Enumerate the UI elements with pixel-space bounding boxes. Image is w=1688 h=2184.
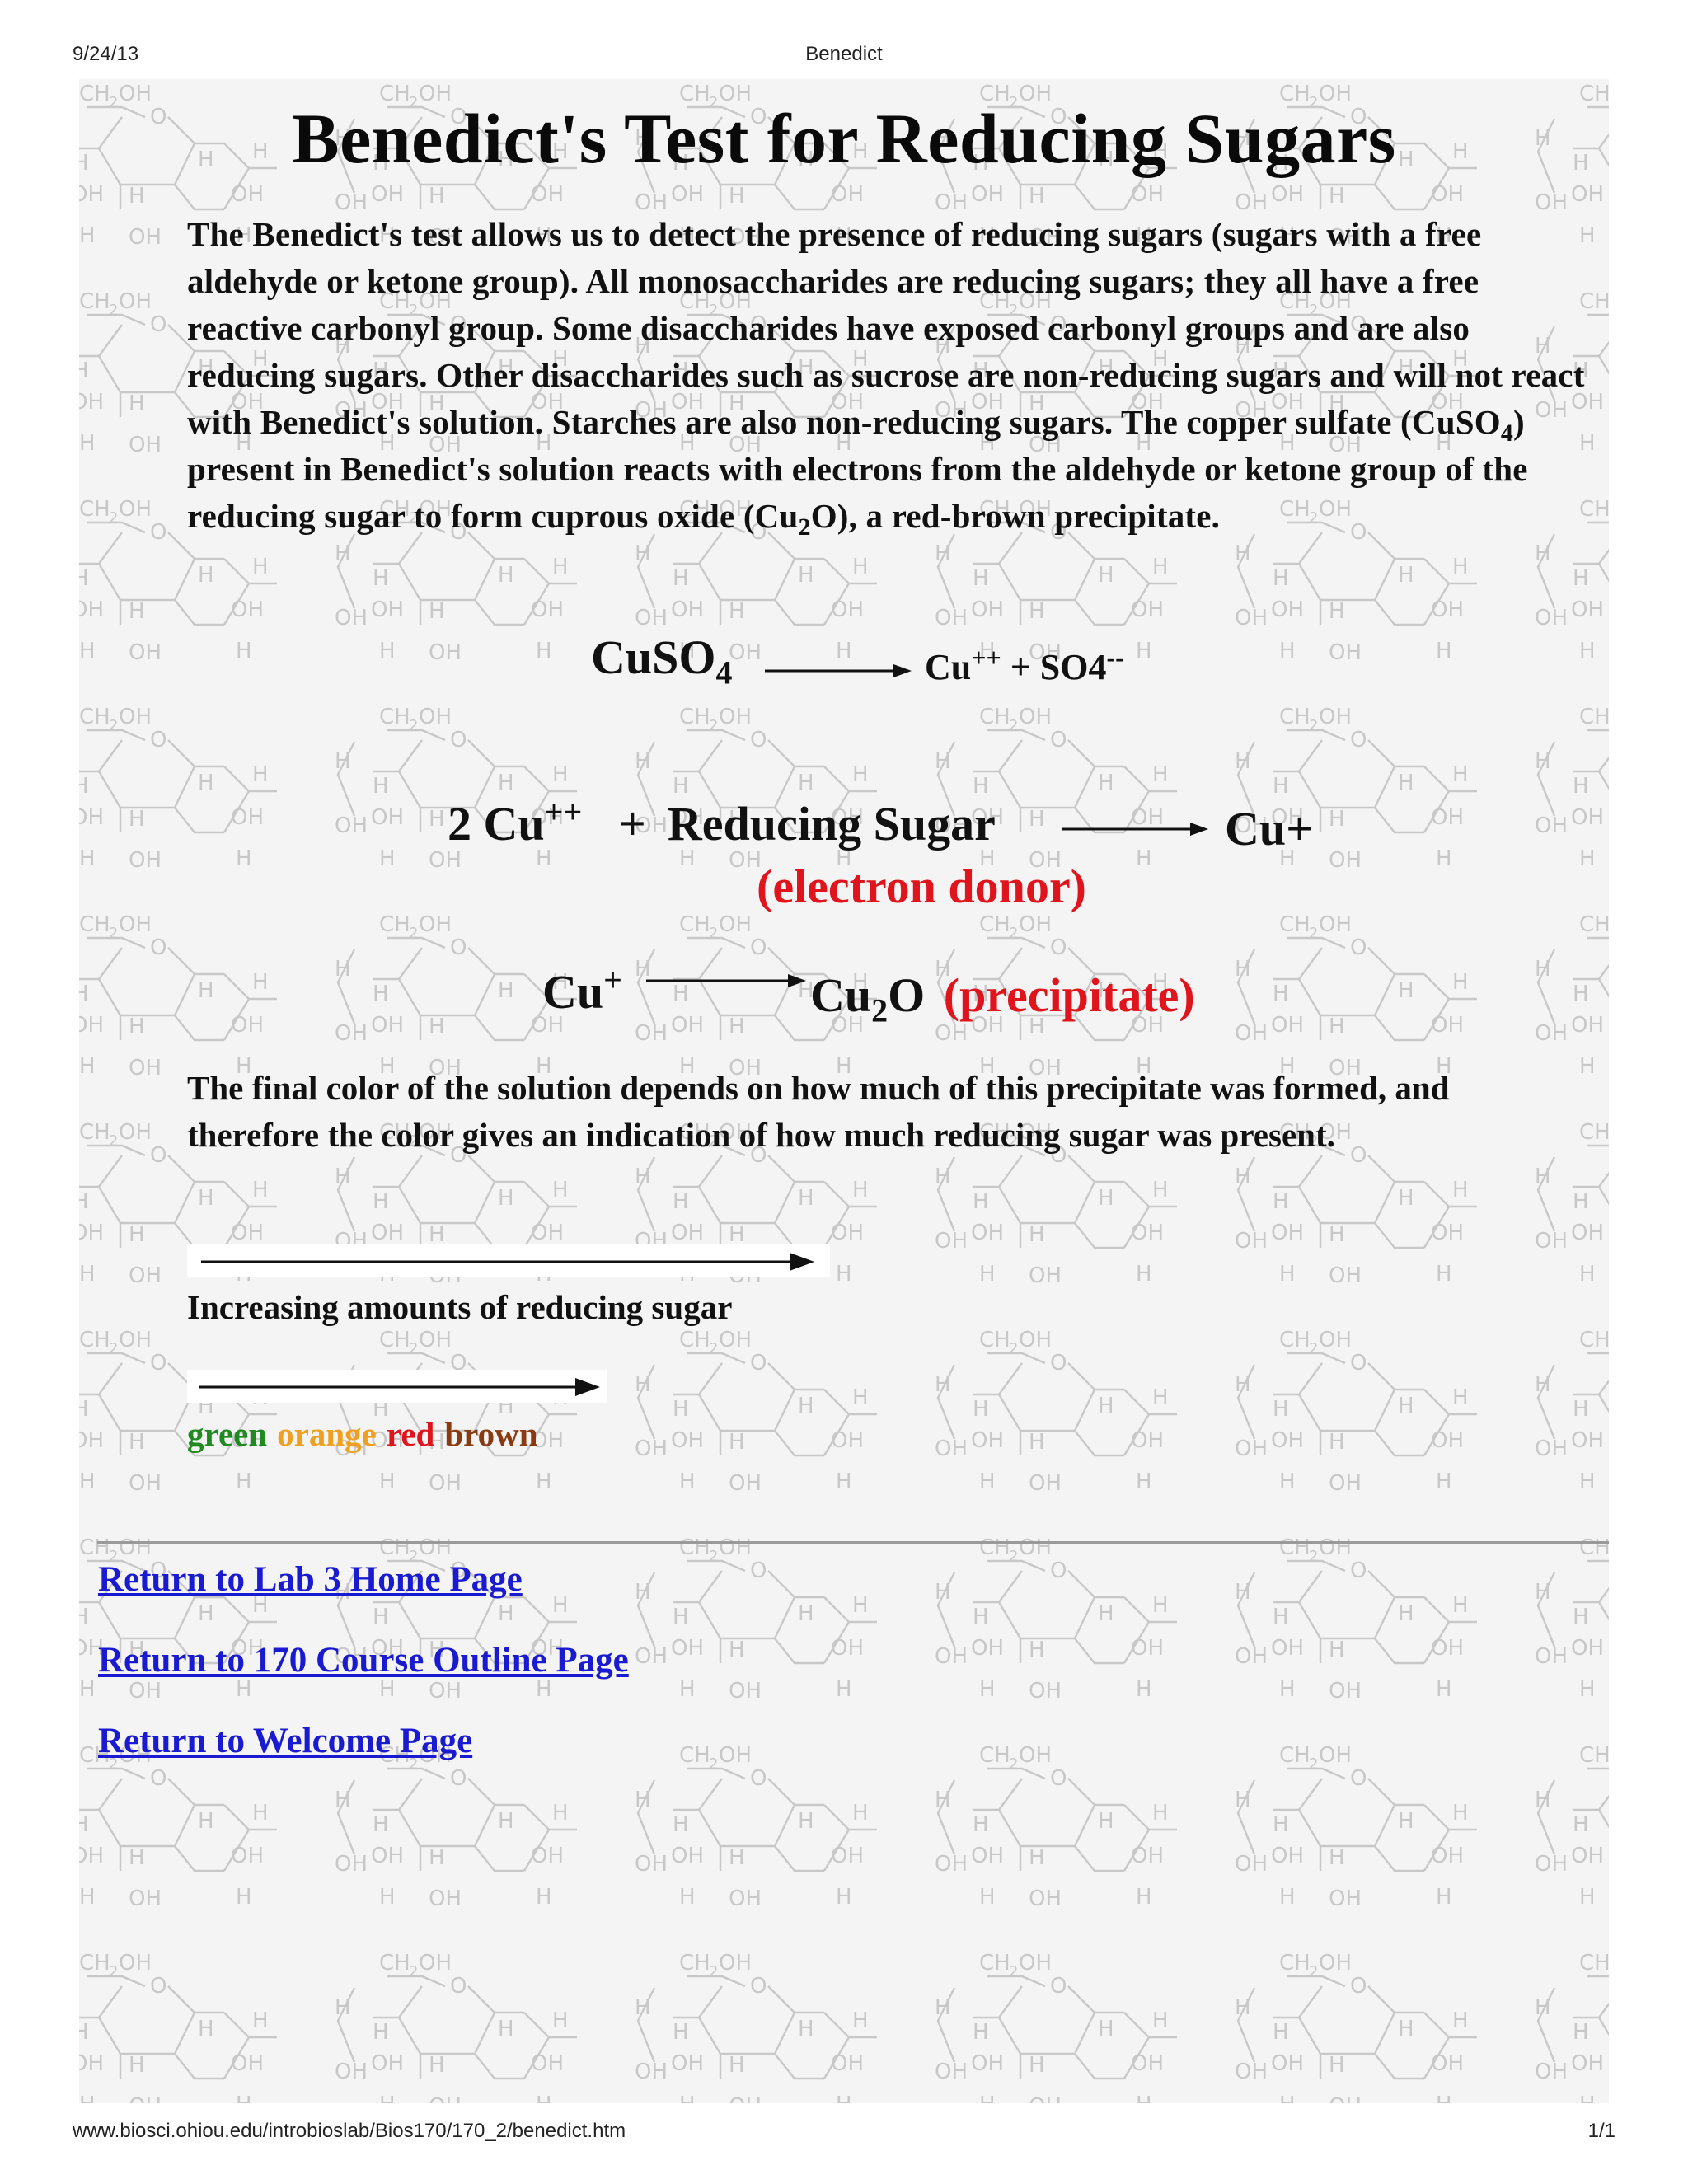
so4-text: + SO4 (1001, 647, 1107, 687)
intro-sub-1: 4 (1500, 419, 1514, 448)
so4-charge: -- (1106, 642, 1124, 673)
color-red: red (386, 1415, 435, 1453)
equation-1-arrow (765, 661, 913, 681)
cu2o-sub: 2 (871, 991, 889, 1029)
intro-paragraph (187, 211, 1588, 540)
equation-2-reactants (448, 793, 996, 851)
equation-3-reactant (542, 961, 622, 1019)
color-orange: orange (277, 1415, 377, 1453)
print-date: 9/24/13 (73, 43, 139, 65)
link-course-outline[interactable]: Return to 170 Course Outline Page (98, 1641, 629, 1680)
link-lab3-home[interactable]: Return to Lab 3 Home Page (98, 1560, 523, 1599)
link-welcome[interactable]: Return to Welcome Page (98, 1722, 473, 1760)
cu-ion-text: Cu (925, 647, 972, 687)
horizontal-rule (97, 1541, 1609, 1544)
cu2o-text: Cu (810, 968, 872, 1022)
print-title: Benedict (805, 43, 883, 65)
cu2o-tail: O (888, 968, 926, 1022)
equation-3-arrow (646, 971, 808, 991)
plus-sign: + (618, 797, 646, 851)
intro-text-1: The Benedict's test allows us to detect the presence of reducing sugars (sugars with a free aldehyde or ketone group). All monosaccharides are reducing sugars; they all have a free reactive carbonyl group. Some disaccharides have exposed carbonyl groups and are also reducing sugars. Other disaccharides such as sucrose are non-reducing sugars and will not react with Benedict's solution. Starches are also non-reducing sugars. The copper sulfate (CuSO (187, 215, 1585, 441)
print-page-number: 1/1 (1587, 2120, 1615, 2142)
cu-ion-charge: ++ (971, 642, 1001, 673)
cu-text: Cu (542, 965, 604, 1019)
page-content (79, 79, 1609, 2103)
intro-text-2: ) present in Benedict's solution reacts with electrons from the aldehyde or ketone group of the reducing sugar to form cuprous oxide (Cu (187, 403, 1528, 535)
cu-charge: + (603, 961, 622, 999)
reducing-sugar-text: Reducing Sugar (667, 797, 996, 851)
color-arrow (193, 1375, 605, 1399)
equation-2-product (1225, 801, 1313, 856)
cu2-charge: ++ (544, 793, 583, 831)
result-paragraph: The final color of the solution depends on how much of this precipitate was formed, and therefore the color gives an indication of how much reducing sugar was present. (187, 1069, 1450, 1154)
intro-text-3: O), a red-brown precipitate. (810, 497, 1221, 535)
increase-arrow (195, 1249, 821, 1274)
electron-donor-note (757, 859, 1086, 914)
color-green: green (187, 1415, 268, 1453)
page-sheet (79, 79, 1609, 2103)
increase-label: Increasing amounts of reducing sugar (187, 1288, 733, 1326)
color-scale (187, 1414, 548, 1454)
precipitate-note: (precipitate) (943, 968, 1195, 1022)
equation-2-arrow (1062, 819, 1210, 839)
cuso-text: CuSO (591, 630, 716, 684)
electron-donor-text: (electron donor) (757, 860, 1086, 913)
cu2-text: 2 Cu (448, 797, 545, 851)
color-brown: brown (444, 1415, 538, 1453)
cuso-sub: 4 (715, 654, 733, 691)
equation-1-reactant (591, 630, 733, 691)
equation-1-products (925, 642, 1124, 688)
equation-3-product (810, 968, 1195, 1029)
print-url: www.biosci.ohiou.edu/introbioslab/Bios170/170_2/benedict.htm (73, 2120, 626, 2142)
page-title: Benedict's Test for Reducing Sugars (292, 99, 1396, 178)
intro-sub-2: 2 (798, 513, 811, 541)
cu-plus-text: Cu+ (1225, 802, 1314, 855)
